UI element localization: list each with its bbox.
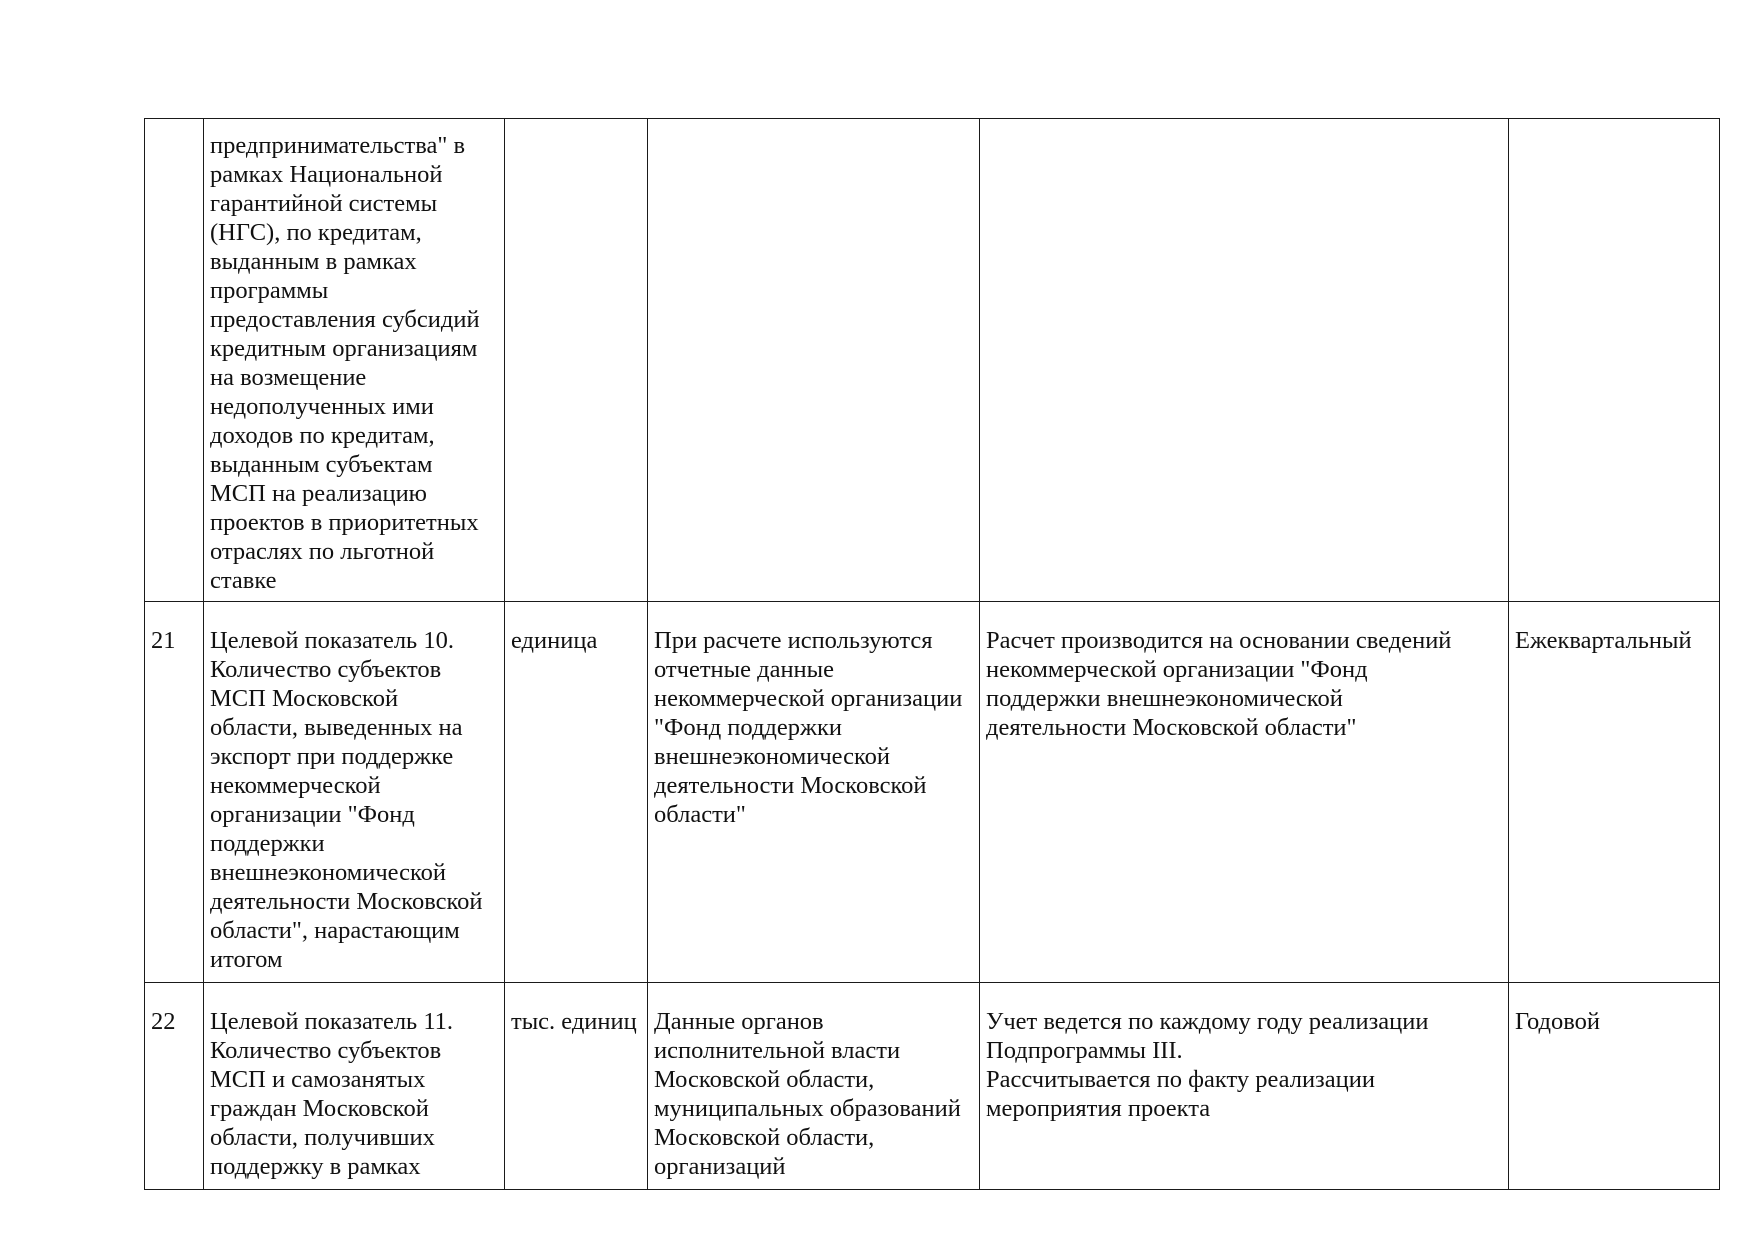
calculation-method-cell: При расчете используются отчетные данные некоммерческой организации "Фонд поддержки внешнеэкономической деятельности Московской области": [648, 602, 980, 983]
unit-cell: единица: [505, 602, 648, 983]
unit-cell: тыс. единиц: [505, 983, 648, 1190]
table-row: [145, 119, 1720, 602]
reporting-period-cell: [1509, 119, 1720, 602]
row-number-cell: 21: [145, 602, 204, 983]
row-number-cell: 22: [145, 983, 204, 1190]
data-source-cell: Расчет производится на основании сведений некоммерческой организации "Фонд поддержки внешнеэкономической деятельности Московской области": [980, 602, 1509, 983]
indicator-name-cell: Целевой показатель 10. Количество субъектов МСП Московской области, выведенных на экспорт при поддержке некоммерческой организации "Фонд поддержки внешнеэкономической деятельности Московской области", нарастающим итогом: [204, 602, 505, 983]
indicator-name-cell: предпринимательства" в рамках Национальной гарантийной системы (НГС), по кредитам, выданным в рамках программы предоставления субсидий кредитным организациям на возмещение недополученных ими доходов по кредитам, выданным субъектам МСП на реализацию проектов в приоритетных отраслях по льготной ставке: [204, 119, 505, 602]
indicator-name-cell: Целевой показатель 11. Количество субъектов МСП и самозанятых граждан Московской области, получивших поддержку в рамках: [204, 983, 505, 1190]
calculation-method-cell: Данные органов исполнительной власти Московской области, муниципальных образований Московской области, организаций: [648, 983, 980, 1190]
data-source-cell: Учет ведется по каждому году реализации Подпрограммы III. Рассчитывается по факту реализации мероприятия проекта: [980, 983, 1509, 1190]
indicator-table: [144, 118, 1720, 1190]
data-source-cell: [980, 119, 1509, 602]
table-row: [145, 602, 1720, 983]
unit-cell: [505, 119, 648, 602]
reporting-period-cell: Ежеквартальный: [1509, 602, 1720, 983]
reporting-period-cell: Годовой: [1509, 983, 1720, 1190]
table-row: [145, 983, 1720, 1190]
calculation-method-cell: [648, 119, 980, 602]
row-number-cell: [145, 119, 204, 602]
